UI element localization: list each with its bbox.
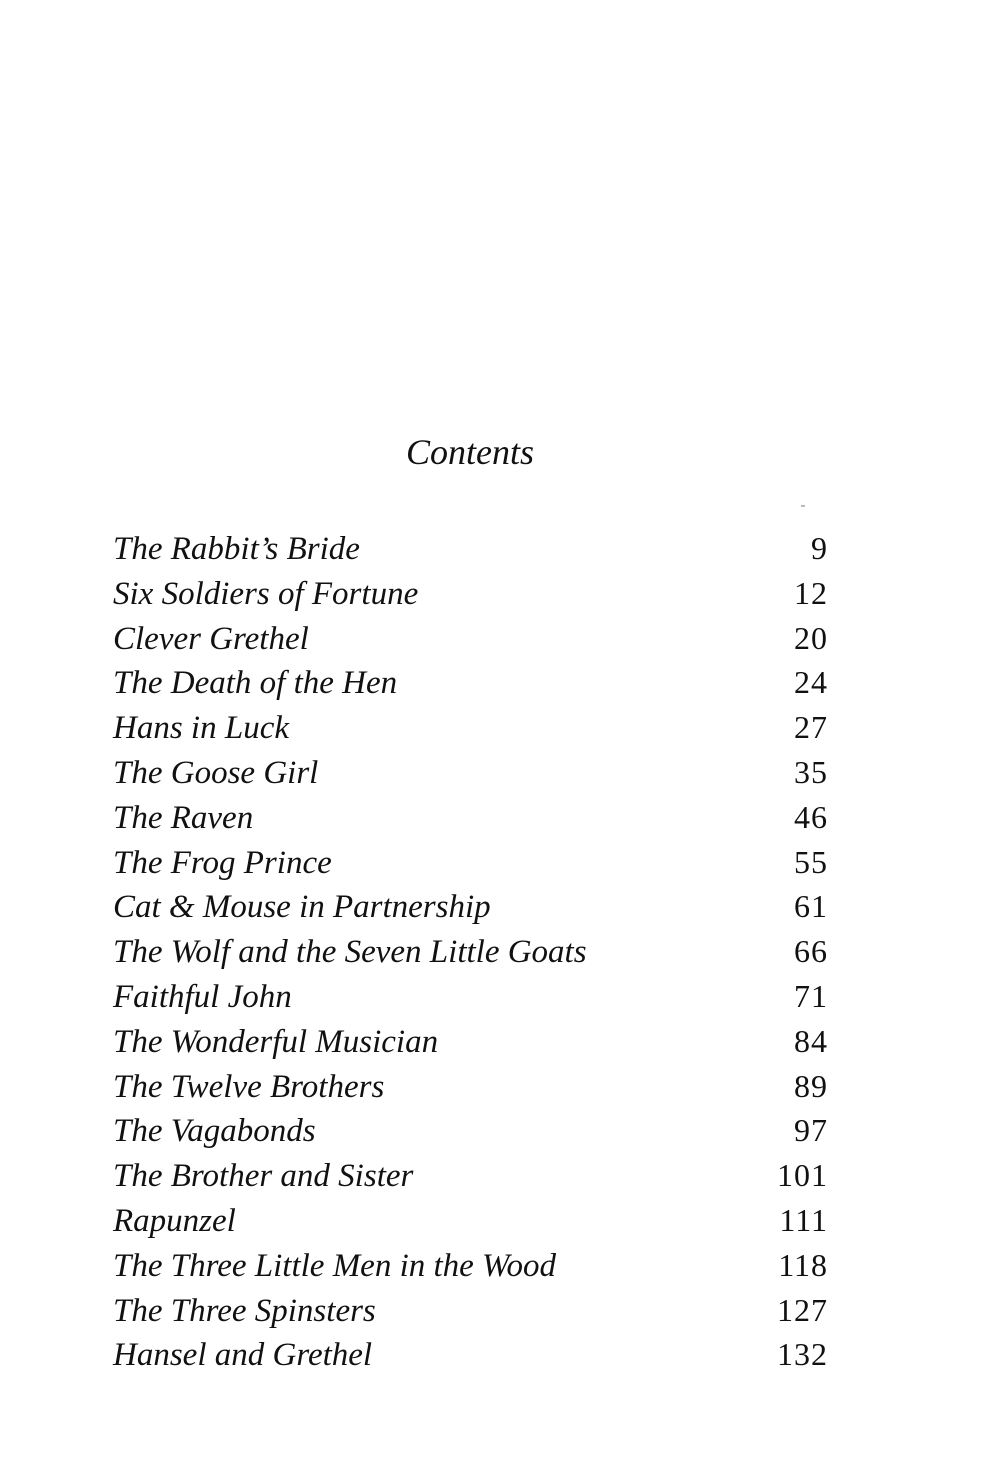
entry-page-number: 127 <box>777 1291 828 1328</box>
entry-page-number: 12 <box>794 574 828 611</box>
entry-page-number: 101 <box>777 1157 828 1194</box>
entry-page-number: 24 <box>794 664 828 701</box>
toc-entry <box>113 750 828 795</box>
toc-entry <box>113 1108 828 1153</box>
toc-entry <box>113 526 828 571</box>
entry-page-number: 55 <box>794 843 828 880</box>
entry-page-number: 97 <box>794 1112 828 1149</box>
entry-page-number: 27 <box>794 709 828 746</box>
entry-page-number: 20 <box>794 619 828 656</box>
entry-title: The Frog Prince <box>113 844 332 881</box>
entry-title: Hans in Luck <box>113 710 289 747</box>
entry-page-number: 61 <box>794 888 828 925</box>
print-speck <box>801 505 805 507</box>
entry-page-number: 35 <box>794 753 828 790</box>
entry-title: Clever Grethel <box>113 620 309 657</box>
entry-page-number: 118 <box>778 1246 828 1283</box>
toc-entry <box>113 884 828 929</box>
entry-title: The Wolf and the Seven Little Goats <box>113 934 587 971</box>
toc-entry <box>113 571 828 616</box>
table-of-contents <box>113 526 828 1377</box>
toc-entry <box>113 1064 828 1109</box>
toc-entry <box>113 840 828 885</box>
entry-title: The Three Spinsters <box>113 1292 376 1329</box>
entry-title: Hansel and Grethel <box>113 1337 373 1374</box>
entry-page-number: 9 <box>811 530 828 566</box>
entry-page-number: 71 <box>794 977 828 1014</box>
page-title: Contents <box>405 432 534 472</box>
entry-title: Six Soldiers of Fortune <box>113 575 419 612</box>
toc-entry <box>113 1153 828 1198</box>
toc-entry <box>113 660 828 705</box>
toc-entry <box>113 929 828 974</box>
entry-title: The Wonderful Musician <box>113 1023 439 1060</box>
toc-entry <box>113 1332 828 1377</box>
toc-entry <box>113 616 828 661</box>
entry-title: The Goose Girl <box>113 754 319 791</box>
entry-title: Faithful John <box>113 978 292 1015</box>
entry-title: The Twelve Brothers <box>113 1068 385 1105</box>
entry-page-number: 84 <box>794 1022 828 1059</box>
entry-title: The Brother and Sister <box>113 1158 414 1195</box>
entry-page-number: 46 <box>794 798 828 835</box>
toc-entry <box>113 705 828 750</box>
entry-page-number: 132 <box>777 1336 828 1373</box>
entry-title: Cat & Mouse in Partnership <box>113 889 491 926</box>
entry-title: The Rabbit’s Bride <box>113 531 360 567</box>
entry-page-number: 111 <box>779 1201 828 1238</box>
toc-entry <box>113 795 828 840</box>
entry-title: The Three Little Men in the Wood <box>113 1247 557 1284</box>
entry-title: Rapunzel <box>113 1202 236 1239</box>
toc-entry <box>113 1198 828 1243</box>
entry-page-number: 89 <box>794 1067 828 1104</box>
toc-entry <box>113 1243 828 1288</box>
toc-entry <box>113 1288 828 1333</box>
entry-title: The Raven <box>113 799 254 836</box>
toc-entry <box>113 1019 828 1064</box>
toc-entry <box>113 974 828 1019</box>
entry-title: The Death of the Hen <box>113 665 398 702</box>
entry-title: The Vagabonds <box>113 1113 316 1150</box>
entry-page-number: 66 <box>794 933 828 970</box>
